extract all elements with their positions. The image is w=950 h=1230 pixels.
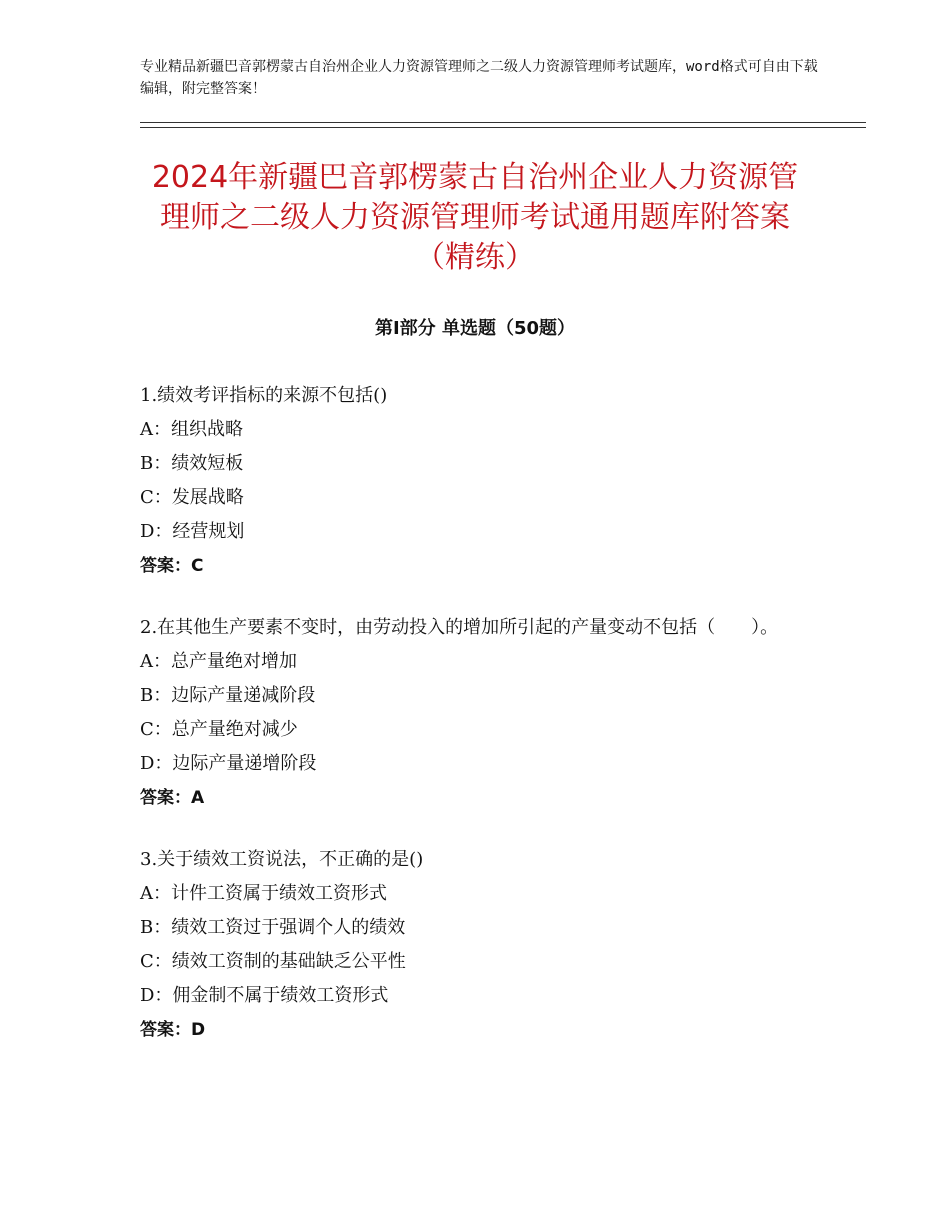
answer: 答案：D bbox=[140, 1020, 206, 1040]
header-divider bbox=[140, 122, 866, 128]
page-header: 专业精品新疆巴音郭楞蒙古自治州企业人力资源管理师之二级人力资源管理师考试题库，word格式可自由下载编辑，附完整答案！ bbox=[140, 59, 818, 97]
option-d: D：佣金制不属于绩效工资形式 bbox=[140, 985, 389, 1006]
option-d: D：经营规划 bbox=[140, 521, 245, 542]
question-3 bbox=[140, 843, 820, 1047]
question-stem: 3.关于绩效工资说法，不正确的是() bbox=[140, 849, 424, 870]
option-a: A：总产量绝对增加 bbox=[140, 651, 297, 672]
option-b: B：绩效短板 bbox=[140, 453, 244, 474]
option-c: C：总产量绝对减少 bbox=[140, 719, 298, 740]
option-a: A：计件工资属于绩效工资形式 bbox=[140, 883, 387, 904]
question-stem: 1.绩效考评指标的来源不包括() bbox=[140, 385, 388, 406]
option-a: A：组织战略 bbox=[140, 419, 243, 440]
section-title: 第Ⅰ部分 单选题（50题） bbox=[374, 318, 575, 339]
option-b: B：绩效工资过于强调个人的绩效 bbox=[140, 917, 406, 938]
option-d: D：边际产量递增阶段 bbox=[140, 753, 317, 774]
document-title: 2024年新疆巴音郭楞蒙古自治州企业人力资源管理师之二级人力资源管理师考试通用题库附答案（精练） bbox=[151, 160, 799, 275]
question-list bbox=[140, 379, 820, 1075]
answer: 答案：A bbox=[140, 788, 205, 808]
question-1 bbox=[140, 379, 820, 583]
answer: 答案：C bbox=[140, 556, 204, 576]
option-b: B：边际产量递减阶段 bbox=[140, 685, 316, 706]
option-c: C：发展战略 bbox=[140, 487, 244, 508]
option-c: C：绩效工资制的基础缺乏公平性 bbox=[140, 951, 406, 972]
question-2 bbox=[140, 611, 820, 815]
question-stem: 2.在其他生产要素不变时，由劳动投入的增加所引起的产量变动不包括（ ）。 bbox=[140, 617, 779, 638]
